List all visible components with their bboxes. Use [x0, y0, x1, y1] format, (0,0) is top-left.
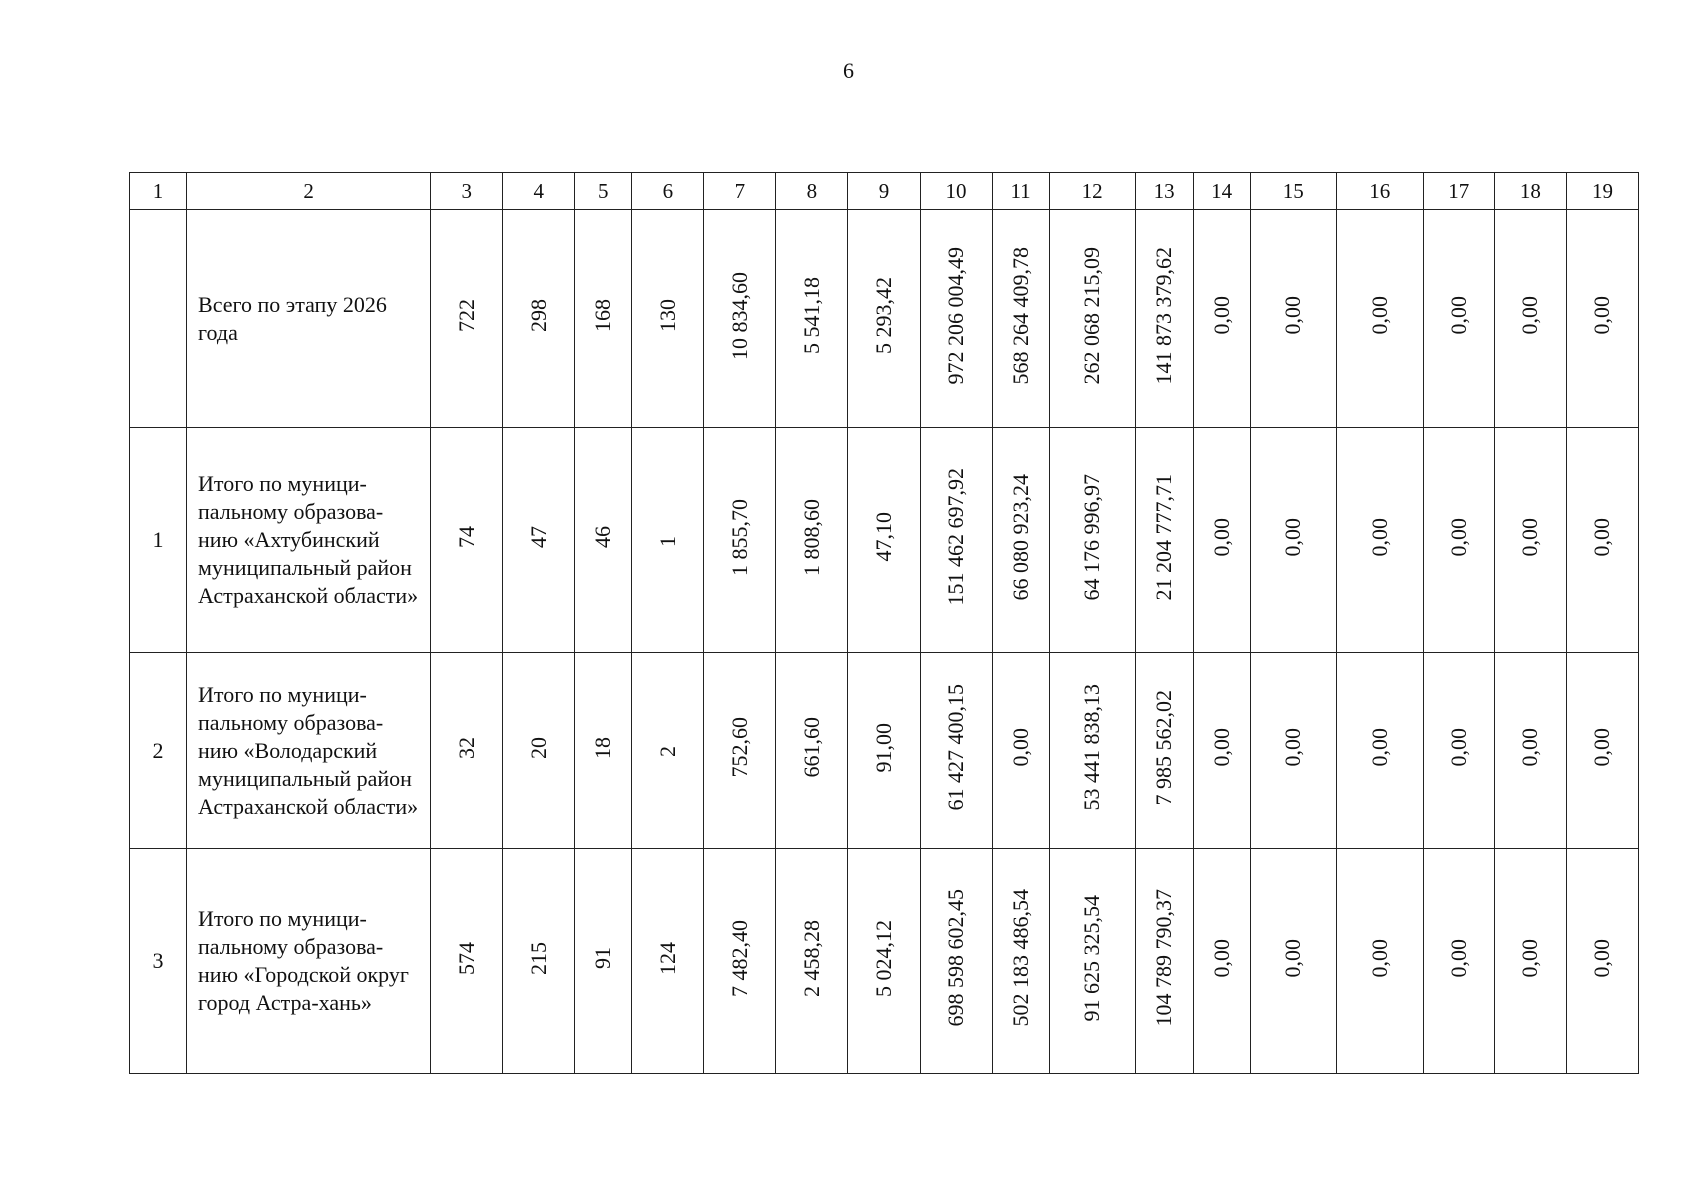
- table-row: [130, 428, 1639, 653]
- value-cell: [431, 849, 503, 1074]
- value-text: 46: [590, 526, 616, 548]
- value-cell: [1423, 210, 1494, 428]
- value-cell: [1135, 428, 1193, 653]
- value-cell: [1336, 653, 1423, 849]
- value-text: 74: [453, 526, 479, 548]
- value-cell: [1494, 653, 1566, 849]
- value-text: 262 068 215,09: [1079, 246, 1105, 385]
- table-row: [130, 849, 1639, 1074]
- value-text: 0,00: [1208, 296, 1234, 335]
- value-cell: [632, 849, 704, 1074]
- value-text: 298: [525, 299, 551, 332]
- value-text: 10 834,60: [726, 271, 752, 360]
- column-header: 6: [632, 173, 704, 210]
- value-text: 698 598 602,45: [943, 889, 969, 1027]
- value-text: 661,60: [798, 717, 824, 778]
- value-cell: [1250, 653, 1336, 849]
- value-cell: [575, 849, 632, 1074]
- value-cell: [1566, 428, 1638, 653]
- value-text: 722: [453, 299, 479, 332]
- column-header: 17: [1423, 173, 1494, 210]
- value-text: 104 789 790,37: [1151, 889, 1177, 1027]
- row-number: 1: [130, 428, 187, 653]
- value-cell: [503, 428, 575, 653]
- value-text: 7 482,40: [726, 919, 752, 997]
- column-header: 8: [776, 173, 848, 210]
- row-name: Итого по муници-пальному образова-нию «Володарский муниципальный район Астраханской области»: [187, 653, 431, 849]
- value-text: 20: [525, 736, 551, 759]
- value-cell: [1049, 210, 1135, 428]
- value-cell: [632, 428, 704, 653]
- value-cell: [503, 653, 575, 849]
- value-text: 7 985 562,02: [1151, 689, 1177, 806]
- value-text: 568 264 409,78: [1007, 246, 1033, 385]
- value-text: 215: [525, 941, 551, 975]
- value-cell: [1193, 428, 1250, 653]
- value-text: 91: [590, 947, 616, 969]
- value-cell: [1494, 849, 1566, 1074]
- value-cell: [1423, 428, 1494, 653]
- value-text: 32: [453, 736, 479, 759]
- value-cell: [575, 428, 632, 653]
- value-cell: [920, 210, 992, 428]
- column-header: 10: [920, 173, 992, 210]
- column-header: 15: [1250, 173, 1336, 210]
- value-cell: [1193, 210, 1250, 428]
- page-number: 6: [843, 58, 854, 83]
- value-text: 0,00: [1280, 728, 1306, 767]
- column-header: 16: [1336, 173, 1423, 210]
- value-text: 1: [654, 535, 680, 547]
- column-number-header-row: [130, 173, 1639, 210]
- value-text: 0,00: [1208, 517, 1234, 557]
- column-header: 19: [1566, 173, 1638, 210]
- value-cell: [1250, 428, 1336, 653]
- value-cell: [1423, 653, 1494, 849]
- column-header: 9: [848, 173, 920, 210]
- value-cell: [704, 653, 776, 849]
- value-text: 0,00: [1366, 517, 1392, 557]
- value-text: 0,00: [1366, 728, 1392, 767]
- value-cell: [503, 210, 575, 428]
- value-text: 0,00: [1517, 517, 1543, 557]
- value-text: 0,00: [1280, 517, 1306, 557]
- value-text: 2: [654, 746, 680, 757]
- value-text: 0,00: [1280, 296, 1306, 335]
- value-cell: [1193, 653, 1250, 849]
- value-text: 752,60: [726, 717, 752, 778]
- value-cell: [776, 849, 848, 1074]
- value-text: 91,00: [870, 722, 896, 773]
- value-text: 972 206 004,49: [943, 246, 969, 385]
- value-text: 0,00: [1445, 517, 1471, 557]
- value-cell: [992, 210, 1049, 428]
- value-cell: [848, 428, 920, 653]
- value-cell: [1049, 428, 1135, 653]
- row-name: Всего по этапу 2026 года: [187, 210, 431, 428]
- value-text: 0,00: [1280, 938, 1306, 978]
- value-text: 0,00: [1517, 296, 1543, 335]
- value-cell: [1049, 849, 1135, 1074]
- value-text: 0,00: [1366, 938, 1392, 978]
- value-cell: [575, 210, 632, 428]
- value-text: 5 541,18: [798, 277, 824, 354]
- value-text: 5 293,42: [870, 277, 896, 354]
- value-text: 0,00: [1445, 938, 1471, 978]
- value-cell: [992, 428, 1049, 653]
- column-header: 11: [992, 173, 1049, 210]
- value-cell: [776, 653, 848, 849]
- value-text: 0,00: [1445, 296, 1471, 335]
- value-cell: [920, 428, 992, 653]
- value-cell: [776, 428, 848, 653]
- value-cell: [920, 849, 992, 1074]
- value-cell: [704, 210, 776, 428]
- column-header: 13: [1135, 173, 1193, 210]
- value-text: 0,00: [1208, 728, 1234, 767]
- value-text: 0,00: [1517, 728, 1543, 767]
- value-text: 2 458,28: [798, 919, 824, 997]
- value-text: 21 204 777,71: [1151, 473, 1177, 601]
- value-cell: [1193, 849, 1250, 1074]
- value-text: 47: [525, 526, 551, 548]
- column-header: 3: [431, 173, 503, 210]
- value-text: 0,00: [1589, 938, 1615, 978]
- value-cell: [992, 653, 1049, 849]
- value-text: 502 183 486,54: [1007, 889, 1033, 1027]
- value-cell: [1336, 428, 1423, 653]
- value-cell: [776, 210, 848, 428]
- value-text: 0,00: [1366, 296, 1392, 335]
- value-cell: [431, 210, 503, 428]
- column-header: 7: [704, 173, 776, 210]
- table-row-total: [130, 210, 1639, 428]
- value-text: 0,00: [1589, 296, 1615, 335]
- column-header: 4: [503, 173, 575, 210]
- value-cell: [1135, 653, 1193, 849]
- value-cell: [920, 653, 992, 849]
- column-header: 12: [1049, 173, 1135, 210]
- value-cell: [704, 849, 776, 1074]
- value-cell: [1250, 849, 1336, 1074]
- value-cell: [1336, 849, 1423, 1074]
- value-cell: [431, 428, 503, 653]
- value-text: 124: [654, 941, 680, 975]
- value-text: 61 427 400,15: [943, 684, 969, 811]
- value-cell: [704, 428, 776, 653]
- value-text: 130: [654, 299, 680, 332]
- value-cell: [1494, 210, 1566, 428]
- value-text: 47,10: [870, 512, 896, 562]
- row-number: 2: [130, 653, 187, 849]
- column-header: 5: [575, 173, 632, 210]
- column-header: 14: [1193, 173, 1250, 210]
- column-header: 2: [187, 173, 431, 210]
- value-cell: [1049, 653, 1135, 849]
- column-header: 18: [1494, 173, 1566, 210]
- data-table: [129, 172, 1639, 1074]
- value-text: 91 625 325,54: [1079, 894, 1105, 1022]
- value-text: 53 441 838,13: [1079, 684, 1105, 811]
- value-text: 141 873 379,62: [1151, 246, 1177, 385]
- value-cell: [575, 653, 632, 849]
- row-name: Итого по муници-пальному образова-нию «Городской округ город Астра-хань»: [187, 849, 431, 1074]
- value-cell: [632, 210, 704, 428]
- value-text: 0,00: [1007, 728, 1033, 767]
- value-text: 574: [453, 941, 479, 975]
- value-text: 66 080 923,24: [1007, 473, 1033, 601]
- value-cell: [632, 653, 704, 849]
- value-text: 0,00: [1517, 938, 1543, 978]
- row-number: 3: [130, 849, 187, 1074]
- value-text: 1 855,70: [726, 498, 752, 576]
- value-cell: [1135, 210, 1193, 428]
- value-text: 1 808,60: [798, 498, 824, 576]
- value-text: 5 024,12: [870, 919, 896, 997]
- value-cell: [1494, 428, 1566, 653]
- value-cell: [431, 653, 503, 849]
- value-text: 0,00: [1589, 728, 1615, 767]
- row-number: [130, 210, 187, 428]
- value-text: 64 176 996,97: [1079, 473, 1105, 601]
- value-cell: [848, 210, 920, 428]
- value-text: 18: [590, 736, 616, 759]
- value-cell: [503, 849, 575, 1074]
- value-cell: [992, 849, 1049, 1074]
- column-header: 1: [130, 173, 187, 210]
- value-text: 151 462 697,92: [943, 468, 969, 606]
- row-name: Итого по муници-пальному образова-нию «Ахтубинский муниципальный район Астраханской области»: [187, 428, 431, 653]
- value-cell: [1135, 849, 1193, 1074]
- value-text: 0,00: [1208, 938, 1234, 978]
- value-cell: [1423, 849, 1494, 1074]
- value-text: 0,00: [1445, 728, 1471, 767]
- value-cell: [1250, 210, 1336, 428]
- value-cell: [1566, 210, 1638, 428]
- value-cell: [1336, 210, 1423, 428]
- value-text: 0,00: [1589, 517, 1615, 557]
- value-cell: [848, 849, 920, 1074]
- value-cell: [1566, 653, 1638, 849]
- value-cell: [1566, 849, 1638, 1074]
- value-cell: [848, 653, 920, 849]
- value-text: 168: [590, 299, 616, 332]
- table-row: [130, 653, 1639, 849]
